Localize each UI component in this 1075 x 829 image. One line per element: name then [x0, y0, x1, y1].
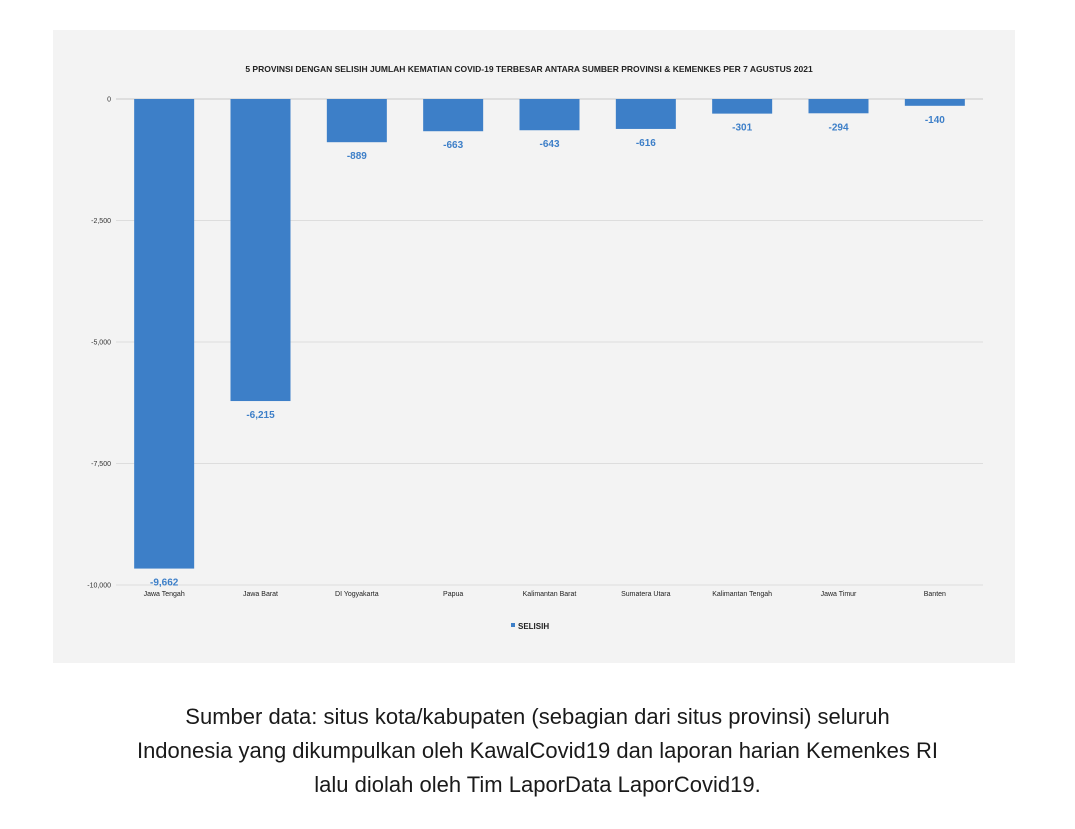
- y-tick-label: -10,000: [87, 582, 111, 590]
- data-label: -616: [635, 137, 656, 149]
- data-label: -9,662: [149, 577, 179, 589]
- caption-line-2: Indonesia yang dikumpulkan oleh KawalCovid19 dan laporan harian Kemenkes RI: [136, 738, 939, 763]
- y-tick-label: -2,500: [91, 218, 111, 225]
- bar-chart: [53, 30, 1015, 663]
- data-label: -301: [732, 122, 753, 134]
- legend: [511, 622, 549, 631]
- legend-label: SELISIH: [518, 622, 550, 631]
- data-label: -889: [346, 151, 367, 163]
- bar: [231, 99, 291, 401]
- chart-title: 5 PROVINSI DENGAN SELISIH JUMLAH KEMATIAN COVID-19 TERBESAR ANTARA SUMBER PROVINSI & KEMENKES PER 7 AGUSTUS 2021: [245, 64, 813, 74]
- category-label: Papua: [443, 591, 464, 598]
- caption-line-1: Sumber data: situs kota/kabupaten (sebagian dari situs provinsi) seluruh: [185, 704, 890, 729]
- bar: [327, 99, 387, 142]
- x-axis: [144, 591, 946, 598]
- bar: [423, 99, 483, 131]
- caption-line-3: lalu diolah oleh Tim LaporData LaporCovid19.: [314, 772, 761, 797]
- bar: [134, 99, 194, 569]
- data-label: -6,215: [246, 410, 275, 422]
- bar: [712, 99, 772, 114]
- category-label: Jawa Barat: [242, 591, 279, 598]
- source-caption: [0, 700, 1075, 802]
- bar: [616, 99, 676, 129]
- y-axis: [87, 97, 111, 590]
- data-label: -663: [443, 140, 464, 152]
- legend-swatch: [511, 623, 515, 627]
- bar: [809, 99, 869, 113]
- y-tick-label: 0: [107, 96, 111, 104]
- category-label: Banten: [923, 591, 946, 598]
- category-label: DI Yogyakarta: [335, 591, 379, 598]
- category-label: Sumatera Utara: [621, 591, 671, 598]
- y-tick-label: -7,500: [91, 461, 111, 468]
- y-tick-label: -5,000: [91, 339, 111, 347]
- category-label: Kalimantan Tengah: [712, 591, 773, 598]
- category-label: Kalimantan Barat: [522, 591, 577, 598]
- bar: [520, 99, 580, 130]
- chart-panel: [53, 30, 1015, 663]
- category-label: Jawa Tengah: [143, 591, 185, 598]
- bar: [905, 99, 965, 106]
- data-label: -294: [828, 122, 849, 134]
- bars: [134, 99, 965, 569]
- data-label: -643: [539, 139, 560, 151]
- category-label: Jawa Timur: [820, 591, 857, 598]
- data-label: -140: [924, 114, 945, 126]
